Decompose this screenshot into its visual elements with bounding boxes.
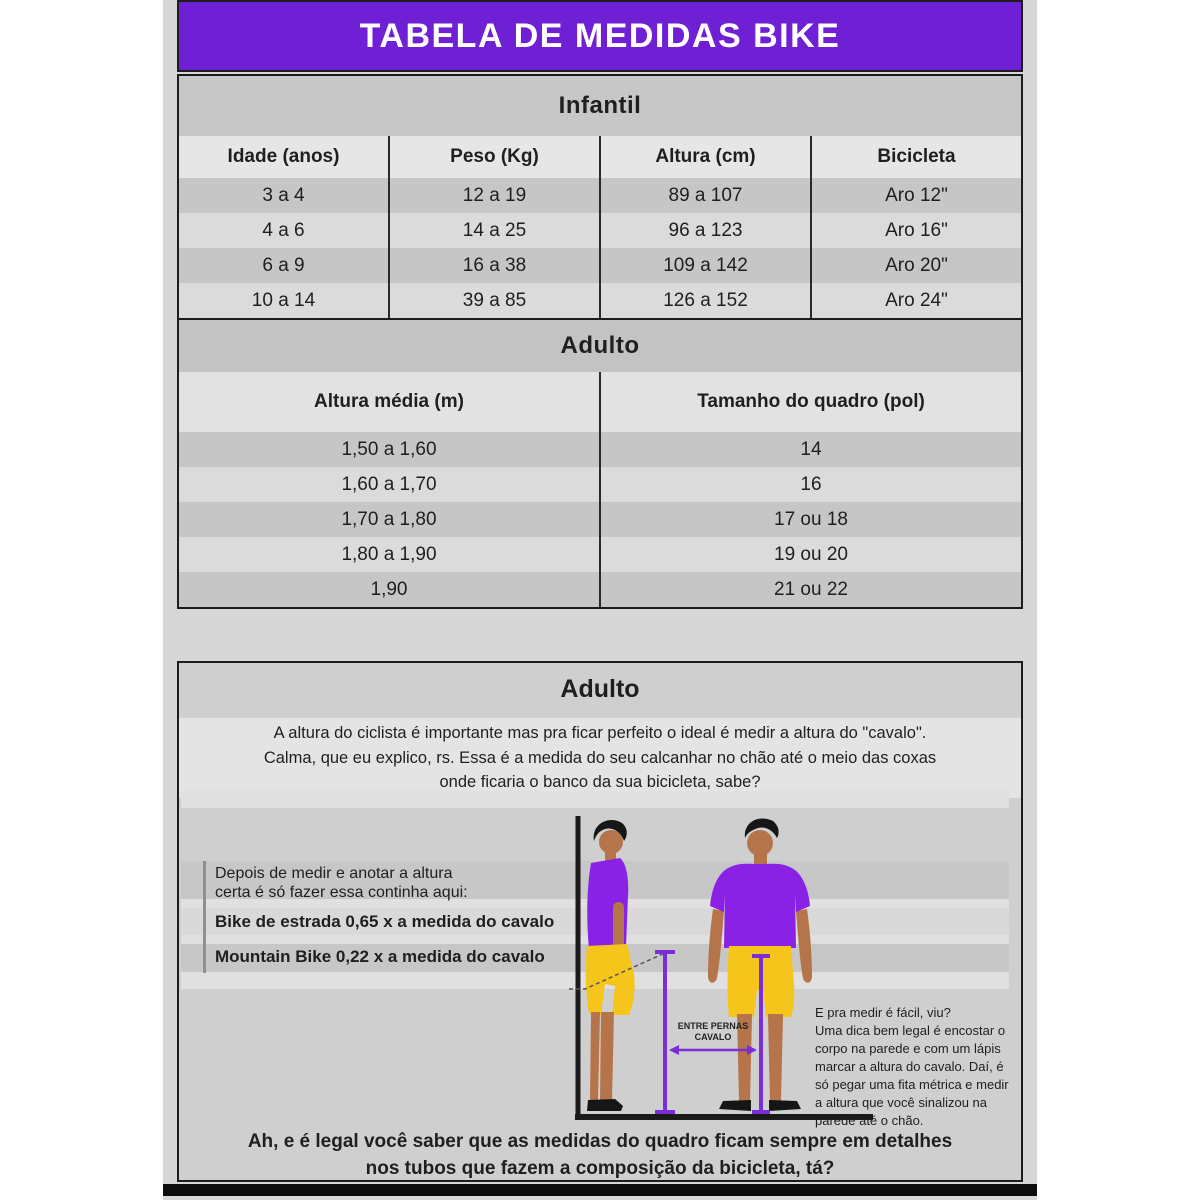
steps-intro-line: Depois de medir e anotar a altura (215, 865, 453, 882)
tip-line: Uma dica bem legal é encostar o (815, 1022, 1006, 1038)
cell-altura: 96 a 123 (599, 213, 810, 248)
adulto-section-header: Adulto (179, 320, 1021, 372)
table-row (179, 467, 1021, 502)
cell-altura-media: 1,60 a 1,70 (341, 473, 437, 495)
cell-bicicleta: Aro 12" (810, 178, 1021, 213)
column-header-idade: Idade (anos) (227, 146, 340, 167)
intro-line: Calma, que eu explico, rs. Essa é a medida do seu calcanhar no chão até o meio das coxas (263, 748, 937, 767)
column-header-tamanho-quadro: Tamanho do quadro (pol) (599, 372, 1021, 432)
guide-intro (179, 718, 1021, 798)
title-banner (177, 0, 1023, 72)
cell-bicicleta: Aro 20" (810, 248, 1021, 283)
table-row (179, 502, 1021, 537)
steps-intro (215, 864, 468, 902)
tip-line: E pra medir é fácil, viu? (815, 1005, 951, 1020)
frame-size-note (179, 1129, 1021, 1182)
tip-line: só pegar uma fita métrica e medir (815, 1076, 1009, 1092)
intro-line: A altura do ciclista é importante mas pra ficar perfeito o ideal é medir a altura do "cavalo". (273, 723, 927, 742)
column-header-altura: Altura (cm) (599, 136, 810, 178)
adulto-measure-guide (177, 661, 1023, 1182)
cell-tamanho-quadro: 17 ou 18 (599, 502, 1021, 537)
adulto-header-row (179, 372, 1021, 432)
mountain-bike-formula: Mountain Bike 0,22 x a medida do cavalo (215, 947, 545, 966)
table-row (179, 248, 1021, 283)
cell-idade: 4 a 6 (262, 219, 305, 241)
table-row (179, 537, 1021, 572)
cell-tamanho-quadro: 21 ou 22 (599, 572, 1021, 607)
tip-line: parede até o chão. (815, 1112, 924, 1128)
column-header-peso: Peso (Kg) (388, 136, 599, 178)
side-view-man (586, 820, 635, 1111)
tip-line: corpo na parede e com um lápis (815, 1040, 1001, 1056)
cell-peso: 14 a 25 (388, 213, 599, 248)
intro-line: onde ficaria o banco da sua bicicleta, sabe? (439, 773, 761, 792)
infantil-header-row (179, 136, 1021, 178)
bottom-black-bar (163, 1184, 1037, 1196)
cell-peso: 12 a 19 (388, 178, 599, 213)
cell-peso: 16 a 38 (388, 248, 599, 283)
cell-altura-media: 1,90 (370, 578, 408, 600)
guide-title: Adulto (560, 675, 640, 703)
table-row (179, 213, 1021, 248)
diagram-label-line: CAVALO (694, 1032, 732, 1042)
tip-line: a altura que você sinalizou na (815, 1094, 988, 1110)
cell-altura: 109 a 142 (599, 248, 810, 283)
cell-altura-media: 1,70 a 1,80 (341, 508, 437, 530)
infantil-section-header: Infantil (179, 76, 1021, 136)
cell-peso: 39 a 85 (388, 283, 599, 318)
note-line: nos tubos que fazem a composição da bicicleta, tá? (365, 1157, 835, 1179)
table-row (179, 432, 1021, 467)
cavalo-measure-line (655, 952, 675, 1114)
size-tables (177, 74, 1023, 609)
content-column (163, 0, 1037, 1200)
cell-tamanho-quadro: 16 (599, 467, 1021, 502)
road-bike-formula: Bike de estrada 0,65 x a medida do cavalo (215, 912, 555, 931)
decor-vertical-rule (203, 861, 206, 973)
cell-altura: 126 a 152 (599, 283, 810, 318)
column-header-bicicleta: Bicicleta (810, 136, 1021, 178)
spacer (163, 609, 1037, 661)
cell-altura-media: 1,80 a 1,90 (341, 543, 437, 565)
diagram-label-line: ENTRE PERNAS (677, 1021, 749, 1031)
cell-altura-media: 1,50 a 1,60 (341, 438, 437, 460)
cell-idade: 3 a 4 (262, 184, 305, 206)
steps-intro-line: certa é só fazer essa continha aqui: (215, 884, 468, 901)
column-header-altura-media: Altura média (m) (314, 391, 464, 412)
cell-tamanho-quadro: 14 (599, 432, 1021, 467)
tip-line: marcar a altura do cavalo. Daí, é (815, 1058, 1004, 1074)
note-line: Ah, e é legal você saber que as medidas do quadro ficam sempre em detalhes (247, 1131, 953, 1152)
table-row (179, 283, 1021, 318)
cell-idade: 6 a 9 (262, 254, 305, 276)
measuring-tip (815, 1004, 1017, 1130)
cell-altura: 89 a 107 (599, 178, 810, 213)
page-title: TABELA DE MEDIDAS BIKE (359, 16, 841, 55)
cell-tamanho-quadro: 19 ou 20 (599, 537, 1021, 572)
cell-bicicleta: Aro 24" (810, 283, 1021, 318)
table-row (179, 178, 1021, 213)
cell-idade: 10 a 14 (251, 289, 316, 311)
table-row (179, 572, 1021, 607)
cell-bicicleta: Aro 16" (810, 213, 1021, 248)
